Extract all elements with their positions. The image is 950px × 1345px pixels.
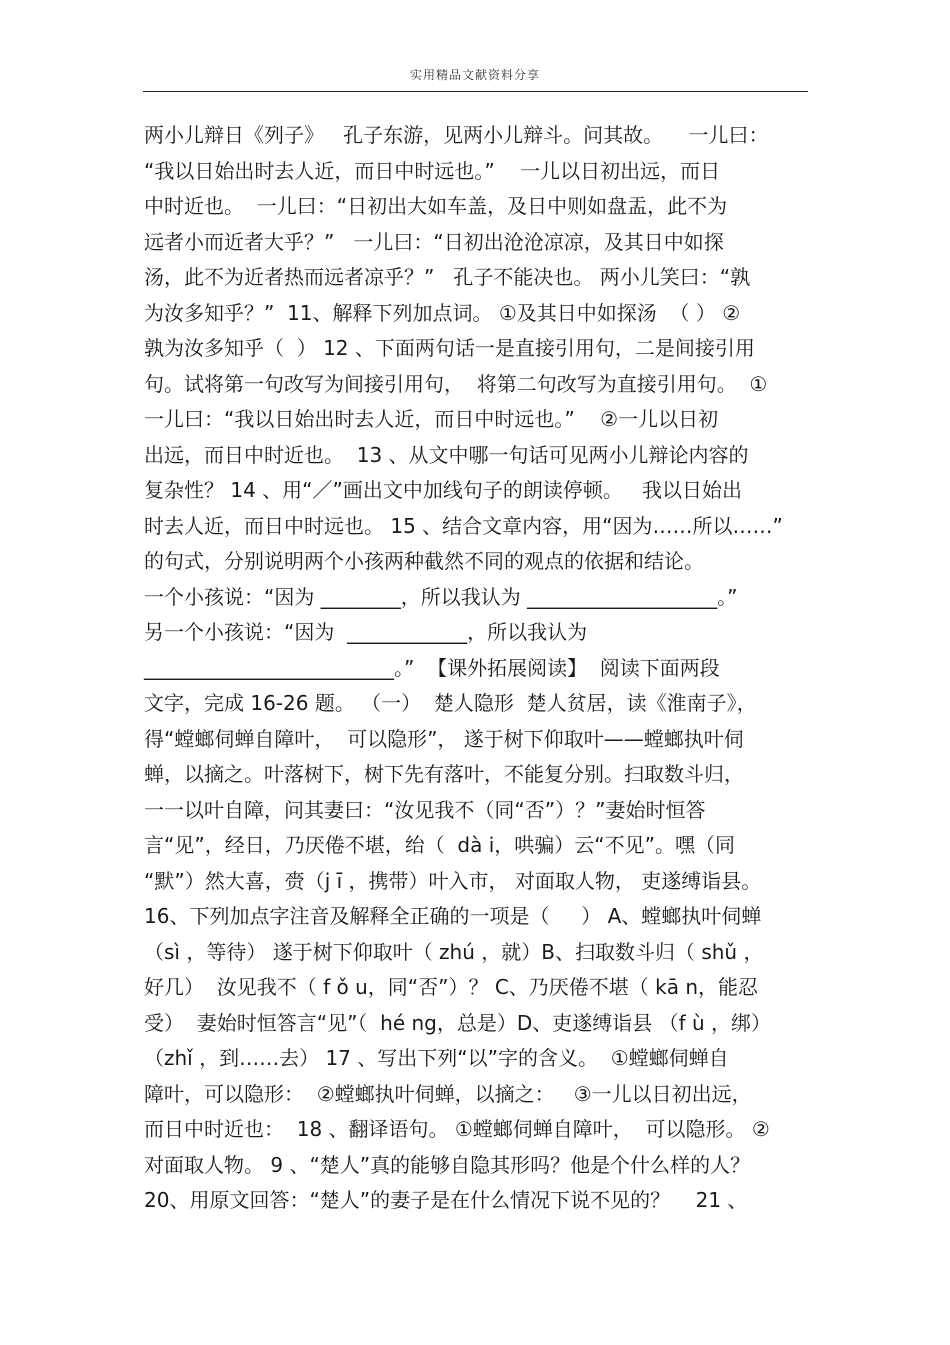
text-line: 的句式，分别说明两个小孩两种截然不同的观点的依据和结论。 <box>144 549 704 573</box>
text-line: 句。试将第一句改写为间接引用句， 将第二句改写为直接引用句。 ① <box>144 371 768 396</box>
text-line: 远者小而近者大乎？” 一儿曰：“日初出沧沧凉凉，及其日中如探 <box>144 229 724 254</box>
text-line: 复杂性？ 14 、用“／”画出文中加线句子的朗读停顿。 我以日始出 <box>144 478 742 502</box>
text-line: 汤，此不为近者热而远者凉乎？” 孔子不能决也。 两小儿笑曰：“孰 <box>144 265 751 289</box>
text-line: 20、用原文回答：“楚人”的妻子是在什么情况下说不见的？ 21 、 <box>144 1188 748 1212</box>
text-line: 受） 妻始时恒答言“见”（ hé ng，总是）D、吏遂缚诣县 （f ù ，绑） <box>144 1010 772 1035</box>
text-line: 一一以叶自障，问其妻曰：“汝见我不（同“否”）？”妻始时恒答 <box>144 797 706 822</box>
document-body <box>144 118 834 1219</box>
text-line: _________________________。” 【课外拓展阅读】 阅读下面两段 <box>144 655 720 680</box>
text-line: “默”）然大喜，赍（j ī ，携带）叶入市， 对面取人物， 吏遂缚诣县。 <box>144 868 762 893</box>
text-line: 孰为汝多知乎（ ） 12 、下面两句话一是直接引用句，二是间接引用 <box>144 336 755 360</box>
text-line: 两小儿辩日《列子》 孔子东游，见两小儿辩斗。问其故。 一儿曰： <box>144 123 769 147</box>
text-line: 好几） 汝见我不（ f ǒ u，同“否”）？ C、乃厌倦不堪（ kā n，能忍 <box>144 975 759 999</box>
text-line: “我以日始出时去人近，而日中时远也。” 一儿以日初出远，而日 <box>144 158 721 183</box>
text-line: 另一个小孩说：“因为 ____________，所以我认为 <box>144 620 588 644</box>
header-divider <box>143 91 808 92</box>
text-line: 时去人近，而日中时远也。 15 、结合文章内容，用“因为……所以……” <box>144 513 783 538</box>
text-line: 一儿曰：“我以日始出时去人近，而日中时远也。” ②一儿以日初 <box>144 407 719 431</box>
text-line: 障叶，可以隐形： ②螳螂执叶伺蝉，以摘之： ③一儿以日初出远， <box>144 1081 752 1106</box>
text-line: 中时近也。 一儿曰：“日初出大如车盖，及日中则如盘盂，此不为 <box>144 194 728 218</box>
text-line: 16、下列加点字注音及解释全正确的一项是（ ） A、螳螂执叶伺蝉 <box>144 904 762 928</box>
text-line: 蝉，以摘之。叶落树下，树下先有落叶，不能复分别。扫取数斗归， <box>144 762 744 786</box>
text-line: 言“见”，经日，乃厌倦不堪，绐（ dà i，哄骗）云“不见”。嘿（同 <box>144 833 736 857</box>
text-line: 得“螳螂伺蝉自障叶， 可以隐形”， 遂于树下仰取叶——螳螂执叶伺 <box>144 726 744 751</box>
text-line: （sì ，等待） 遂于树下仰取叶（ zhú ，就）B、扫取数斗归（ shǔ ， <box>144 939 764 964</box>
text-line: 一个小孩说：“因为 ________，所以我认为 ___________________。” <box>144 584 738 609</box>
text-line: 文字，完成 16-26 题。 （一） 楚人隐形 楚人贫居，读《淮南子》， <box>144 691 757 715</box>
text-line: 对面取人物。 9 、“楚人”真的能够自隐其形吗？他是个什么样的人？ <box>144 1152 751 1177</box>
text-line: 出远，而日中时近也。 13 、从文中哪一句话可见两小儿辩论内容的 <box>144 442 749 467</box>
text-line: 而日中时近也： 18 、翻译语句。 ①螳螂伺蝉自障叶， 可以隐形。 ② <box>144 1117 770 1141</box>
text-line: （zhǐ ，到……去） 17 、写出下列“以”字的含义。 ①螳螂伺蝉自 <box>144 1046 729 1070</box>
page-header: 实用精品文献资料分享 <box>409 68 540 82</box>
text-line: 为汝多知乎？” 11、解释下列加点词。 ①及其日中如探汤 （ ） ② <box>144 300 741 325</box>
